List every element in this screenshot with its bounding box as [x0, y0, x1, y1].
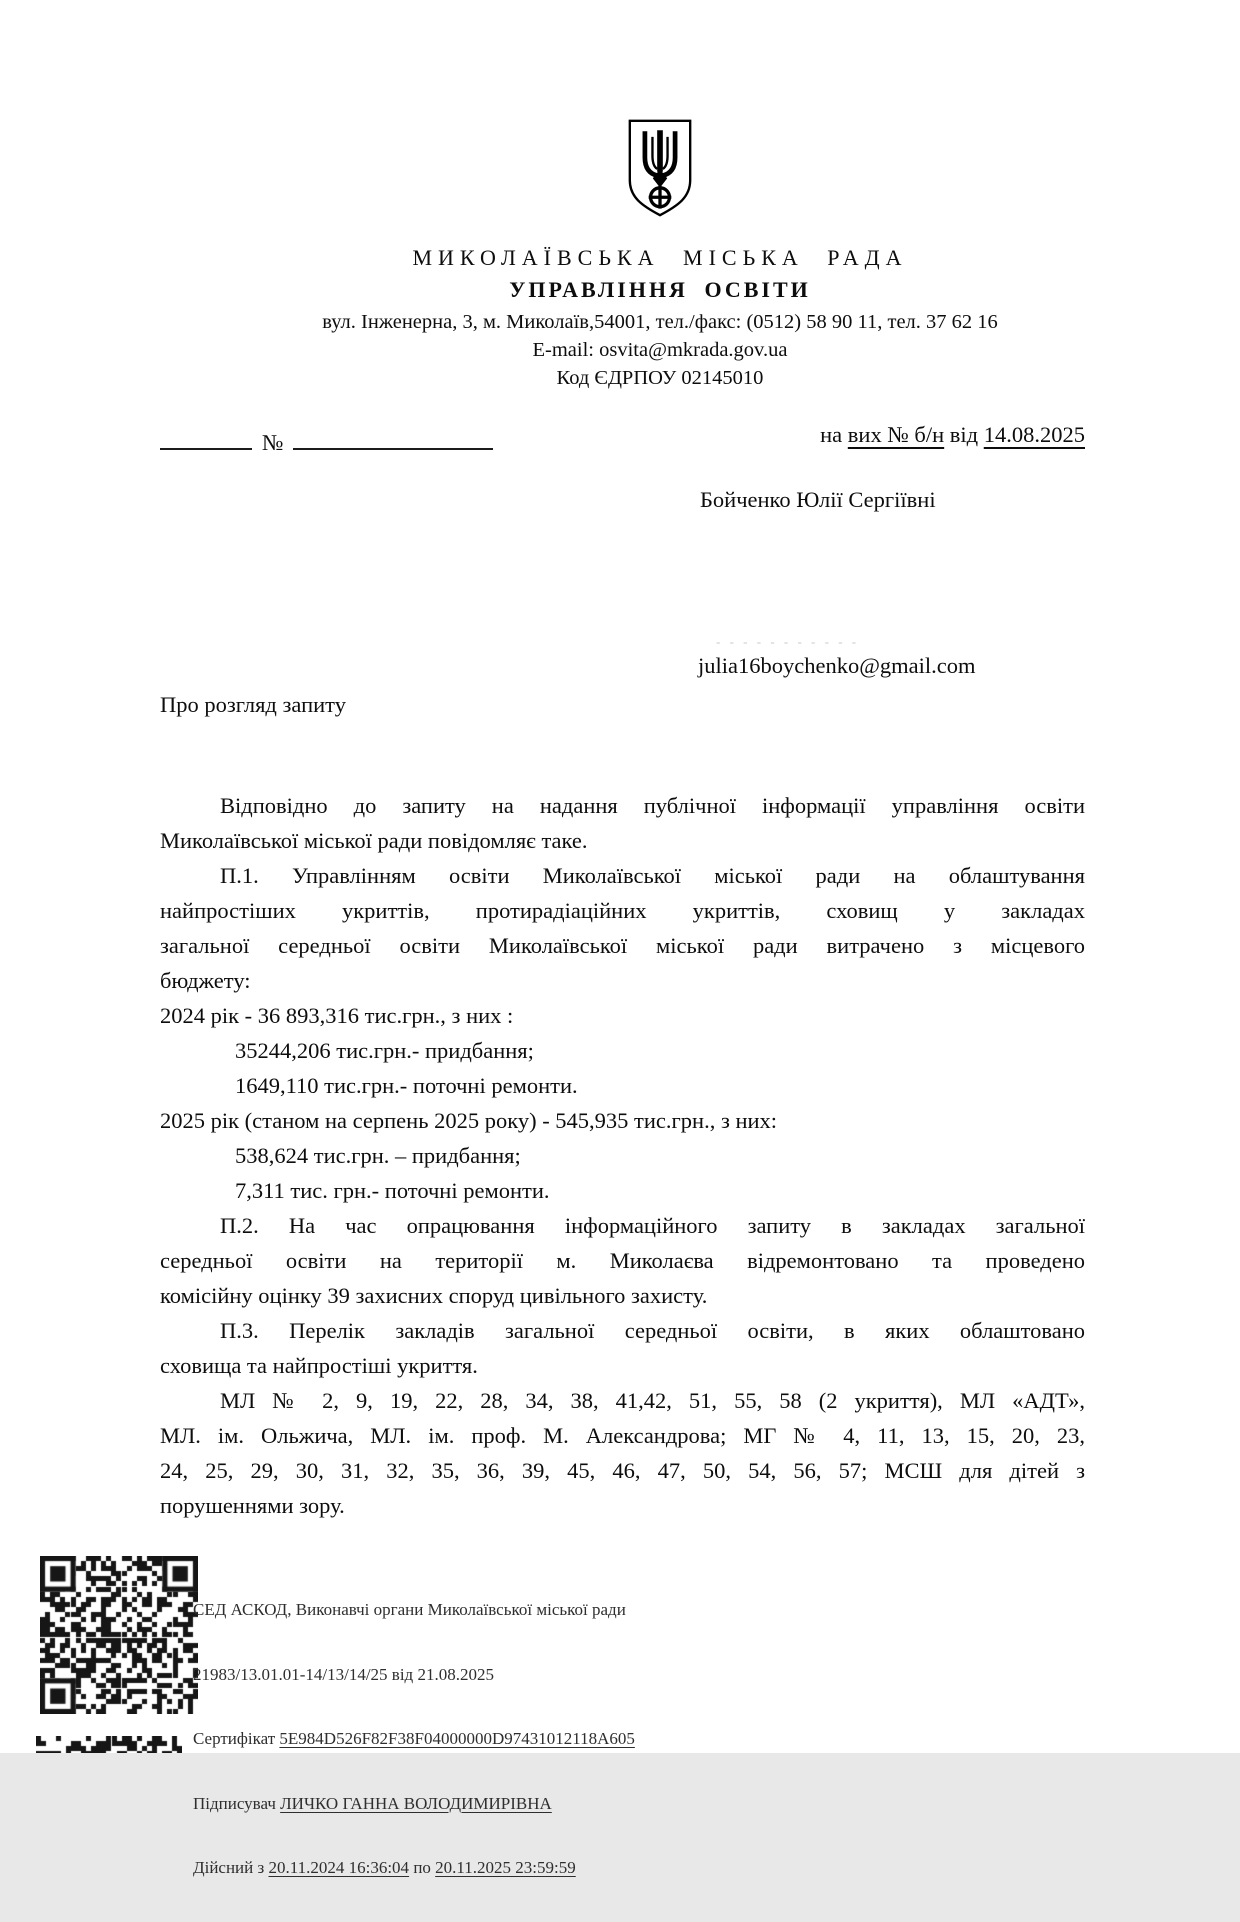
- signer-line: [193, 1793, 635, 1815]
- body-line: найпростіших укриттів, протирадіаційних укриттів, сховищ у закладах: [160, 898, 1085, 923]
- address-line: вул. Інженерна, 3, м. Миколаїв,54001, тел./факс: (0512) 58 90 11, тел. 37 62 16: [322, 311, 998, 333]
- ukraine-trident-emblem-icon: [622, 118, 698, 218]
- body-line: загальної середньої освіти Миколаївської міської ради витрачено з місцевого: [160, 933, 1085, 958]
- body-line: 2025 рік (станом на серпень 2025 року) - 545,935 тис.грн., з них:: [160, 1108, 778, 1133]
- sed-system-line: СЕД АСКОД, Виконавчі органи Миколаївської міської ради: [193, 1600, 626, 1619]
- recipient-name: Бойченко Юлії Сергіївні: [700, 487, 936, 512]
- body-line: П.1. Управлінням освіти Миколаївської міської ради на облаштування: [220, 863, 1085, 888]
- signer-label: Підписувач: [193, 1793, 281, 1813]
- date-blank-line: [160, 424, 252, 450]
- body-line: 2024 рік - 36 893,316 тис.грн., з них :: [160, 1003, 514, 1028]
- body-line: 7,311 тис. грн.- поточні ремонти.: [235, 1178, 550, 1203]
- number-blank-line: [293, 424, 493, 450]
- body-line: Миколаївської міської ради повідомляє таке.: [160, 828, 588, 853]
- certificate-line: [193, 1728, 635, 1750]
- validity-line: [193, 1857, 635, 1879]
- validity-to: 20.11.2025 23:59:59: [435, 1858, 576, 1877]
- letter-body: [160, 788, 1085, 1523]
- registration-line: 21983/13.01.01-14/13/14/25 від 21.08.2025: [193, 1664, 494, 1684]
- body-line: сховища та найпростіші укриття.: [160, 1353, 478, 1378]
- validity-from: 20.11.2024 16:36:04: [268, 1858, 410, 1877]
- qr-code: [40, 1556, 198, 1714]
- redacted-phone-line: - - - - - - - - - - -: [716, 634, 860, 649]
- body-line: порушеннями зору.: [160, 1493, 345, 1518]
- organization-name: МИКОЛАЇВСЬКА МІСЬКА РАДА: [412, 245, 908, 270]
- department-name: УПРАВЛІННЯ ОСВІТИ: [509, 277, 811, 302]
- body-line: бюджету:: [160, 968, 251, 993]
- outgoing-number-blanks: [160, 424, 493, 456]
- body-line: МЛ № 2, 9, 19, 22, 28, 34, 38, 41,42, 51, 55, 58 (2 укриття), МЛ «АДТ»,: [220, 1388, 1085, 1413]
- signature-stamp: [193, 1556, 635, 1922]
- body-line: середньої освіти на території м. Миколаєва відремонтовано та проведено: [160, 1248, 1085, 1273]
- body-line: 1649,110 тис.грн.- поточні ремонти.: [235, 1073, 578, 1098]
- body-line: комісійну оцінку 39 захисних споруд цивільного захисту.: [160, 1283, 708, 1308]
- reply-date: 14.08.2025: [983, 422, 1085, 447]
- recipient-email: julia16boychenko@gmail.com: [698, 653, 976, 678]
- body-line: Відповідно до запиту на надання публічної інформації управління освіти: [220, 793, 1085, 818]
- certificate-label: Сертифікат: [193, 1729, 280, 1748]
- body-line: П.3. Перелік закладів загальної середньої освіти, в яких облаштовано: [220, 1318, 1085, 1343]
- certificate-value: 5E984D526F82F38F04000000D97431012118A605: [279, 1729, 635, 1748]
- letterhead: [230, 100, 1090, 392]
- reply-reference: [820, 422, 1085, 448]
- subject-line: Про розгляд запиту: [160, 692, 346, 717]
- body-line: 538,624 тис.грн. – придбання;: [235, 1143, 521, 1168]
- reply-prefix: на: [820, 422, 848, 447]
- body-line: МЛ. ім. Ольжича, МЛ. ім. проф. М. Александрова; МГ № 4, 11, 13, 15, 20, 23,: [160, 1423, 1085, 1448]
- qr-code-partial: [36, 1736, 182, 1753]
- body-line: 24, 25, 29, 30, 31, 32, 35, 36, 39, 45, 46, 47, 50, 54, 56, 57; МСШ для дітей з: [160, 1458, 1085, 1483]
- email-line: E-mail: osvita@mkrada.gov.ua: [532, 339, 788, 361]
- body-line: 35244,206 тис.грн.- придбання;: [235, 1038, 534, 1063]
- edrpou-line: Код ЄДРПОУ 02145010: [556, 367, 764, 389]
- number-sign: №: [262, 430, 284, 455]
- validity-prefix: Дійсний з: [193, 1858, 269, 1877]
- body-line: П.2. На час опрацювання інформаційного запиту в закладах загальної: [220, 1213, 1085, 1238]
- reply-mid: від: [944, 422, 984, 447]
- signer-name: ЛИЧКО ГАННА ВОЛОДИМИРІВНА: [280, 1793, 552, 1813]
- reply-ref-number: вих № б/н: [847, 422, 945, 447]
- validity-mid: по: [409, 1858, 436, 1877]
